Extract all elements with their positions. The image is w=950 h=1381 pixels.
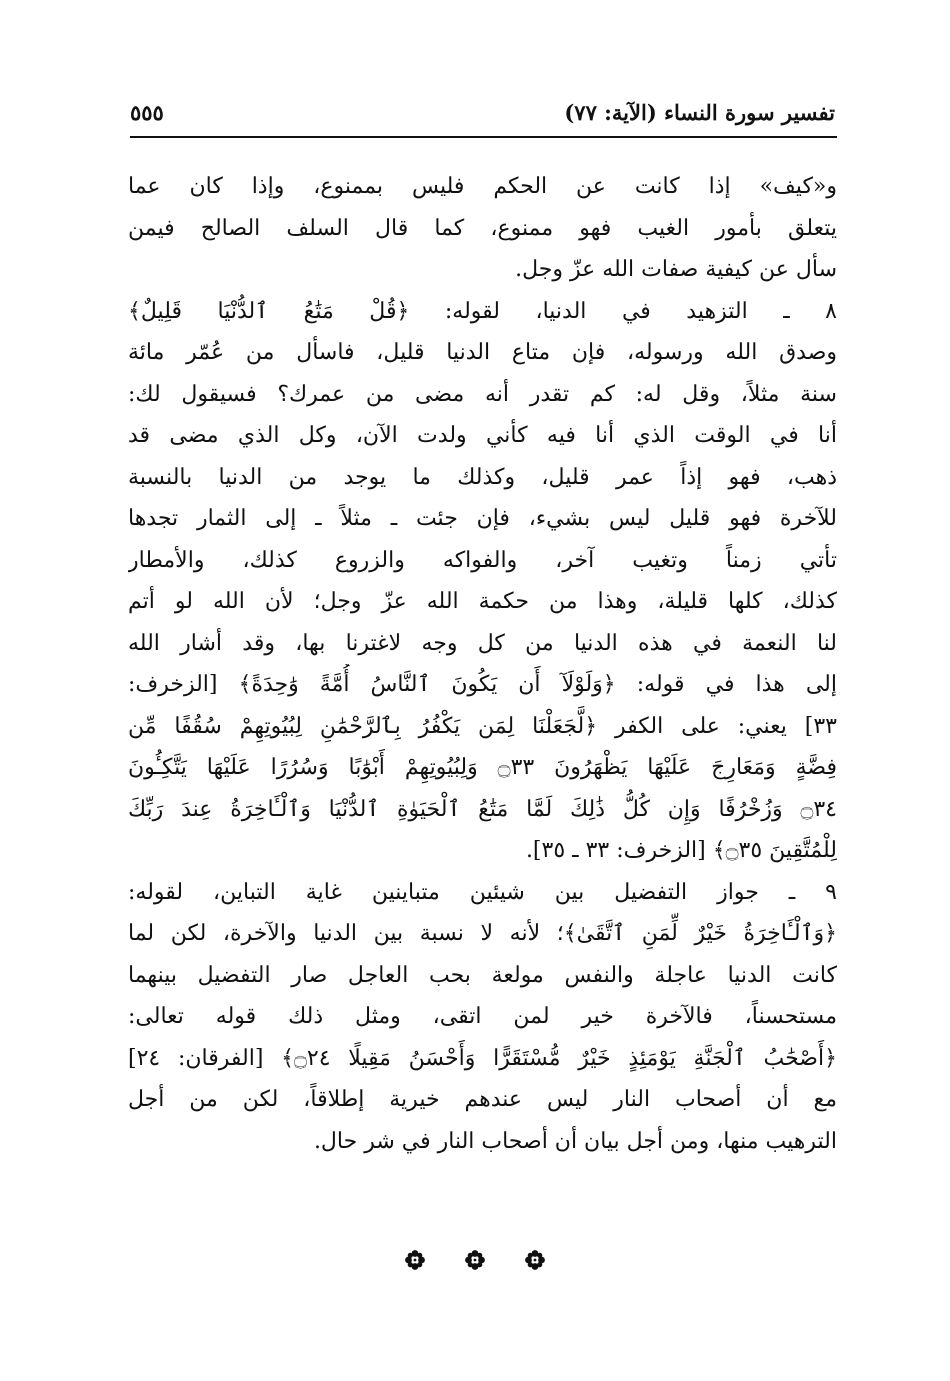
text-line: يتعلق بأمور الغيب فهو ممنوع، كما قال السلف الصالح فيمن: [128, 215, 837, 241]
text-line: مع أن أصحاب النار ليس عندهم خيرية إطلاقاً، لكن من أجل: [128, 1087, 837, 1112]
text-line: كانت الدنيا عاجلة والنفس مولعة بحب العاجل صار التفضيل بينهما: [128, 962, 837, 988]
text-line: ﴿وَٱلْـَٔاخِرَةُ خَيْرٌ لِّمَنِ ٱتَّقَىٰ﴾؛ لأنه لا نسبة بين الدنيا والآخرة، لكن لما: [128, 921, 837, 946]
body-text: [128, 166, 837, 1162]
text-line: ٩ ـ جواز التفضيل بين شيئين متباينين غاية التباين، لقوله:: [128, 879, 837, 905]
text-line: للآخرة فهو قليل ليس بشيء، فإن جئت ـ مثلاً ـ إلى الثمار تجدها: [128, 506, 837, 531]
text-line: ٨ ـ التزهيد في الدنيا، لقوله: ﴿قُلْ مَتَٰعُ ٱلدُّنْيَا قَلِيلٌ﴾: [128, 298, 837, 324]
section-end-ornaments: [380, 1240, 570, 1280]
text-line: فِضَّةٍ وَمَعَارِجَ عَلَيْهَا يَظْهَرُونَ ۝٣٣ وَلِبُيُوتِهِمْ أَبْوَٰبًا وَسُرُرًا عَلَيْهَا يَتَّكِـُٔونَ: [128, 755, 837, 780]
flower-ornament-icon: [404, 1249, 426, 1271]
flower-ornament-icon: [524, 1249, 546, 1271]
text-line: سنة مثلاً، وقل له: كم تقدر أنه مضى من عمرك؟ فسيقول لك:: [128, 381, 837, 407]
text-line: لنا النعمة في هذه الدنيا من كل وجه لاغترنا بها، وقد أشار الله: [128, 630, 837, 656]
text-line: كذلك، كلها قليلة، وهذا من حكمة الله عزّ وجل؛ لأن الله لو أتم: [128, 589, 837, 614]
text-line: ﴿أَصْحَٰبُ ٱلْجَنَّةِ يَوْمَئِذٍ خَيْرٌ مُّسْتَقَرًّا وَأَحْسَنُ مَقِيلًا ۝٢٤﴾ [الفرقان: ٢٤]: [128, 1045, 837, 1071]
text-line: ٣٣] يعني: على الكفر ﴿لَّجَعَلْنَا لِمَن يَكْفُرُ بِٱلرَّحْمَٰنِ لِبُيُوتِهِمْ سُقُفًا مِّن: [128, 713, 837, 739]
text-line: تأتي زمناً وتغيب آخر، والفواكه والزروع كذلك، والأمطار: [128, 547, 837, 573]
text-line: لِلْمُتَّقِينَ ۝٣٥﴾ [الزخرف: ٣٣ ـ ٣٥].: [525, 838, 837, 863]
page-number: ٥٥٥: [130, 100, 164, 125]
text-line: ذهب، فهو إذاً عمر قليل، وكذلك ما يوجد من الدنيا بالنسبة: [128, 464, 837, 490]
text-line: مستحسناً، فالآخرة خير لمن اتقى، ومثل ذلك قوله تعالى:: [128, 1004, 837, 1029]
text-line: الترهيب منها، ومن أجل بيان أن أصحاب النار في شر حال.: [313, 1128, 837, 1154]
text-line: ۝٣٤ وَزُخْرُفًا وَإِن كُلُّ ذَٰلِكَ لَمَّا مَتَٰعُ ٱلْحَيَوٰةِ ٱلدُّنْيَا وَٱلْـَٔاخِرَةُ عِندَ رَبِّكَ: [128, 796, 837, 822]
text-line: أنا في الوقت الذي أنا فيه كأني ولدت الآن، وكل الذي مضى قد: [128, 423, 837, 448]
running-header: [130, 88, 835, 128]
flower-ornament-icon: [464, 1249, 486, 1271]
text-line: وصدق الله ورسوله، فإن متاع الدنيا قليل، فاسأل من عُمّر مائة: [128, 340, 837, 365]
running-header-title: تفسير سورة النساء (الآية: ٧٧): [564, 100, 835, 125]
header-rule: [130, 136, 837, 138]
text-line: و«كيف» إذا كانت عن الحكم فليس بممنوع، وإذا كان عما: [128, 174, 837, 199]
text-line: سأل عن كيفية صفات الله عزّ وجل.: [515, 257, 837, 282]
text-line: إلى هذا في قوله: ﴿وَلَوْلَآ أَن يَكُونَ ٱلنَّاسُ أُمَّةً وَٰحِدَةً﴾ [الزخرف:: [128, 672, 837, 697]
